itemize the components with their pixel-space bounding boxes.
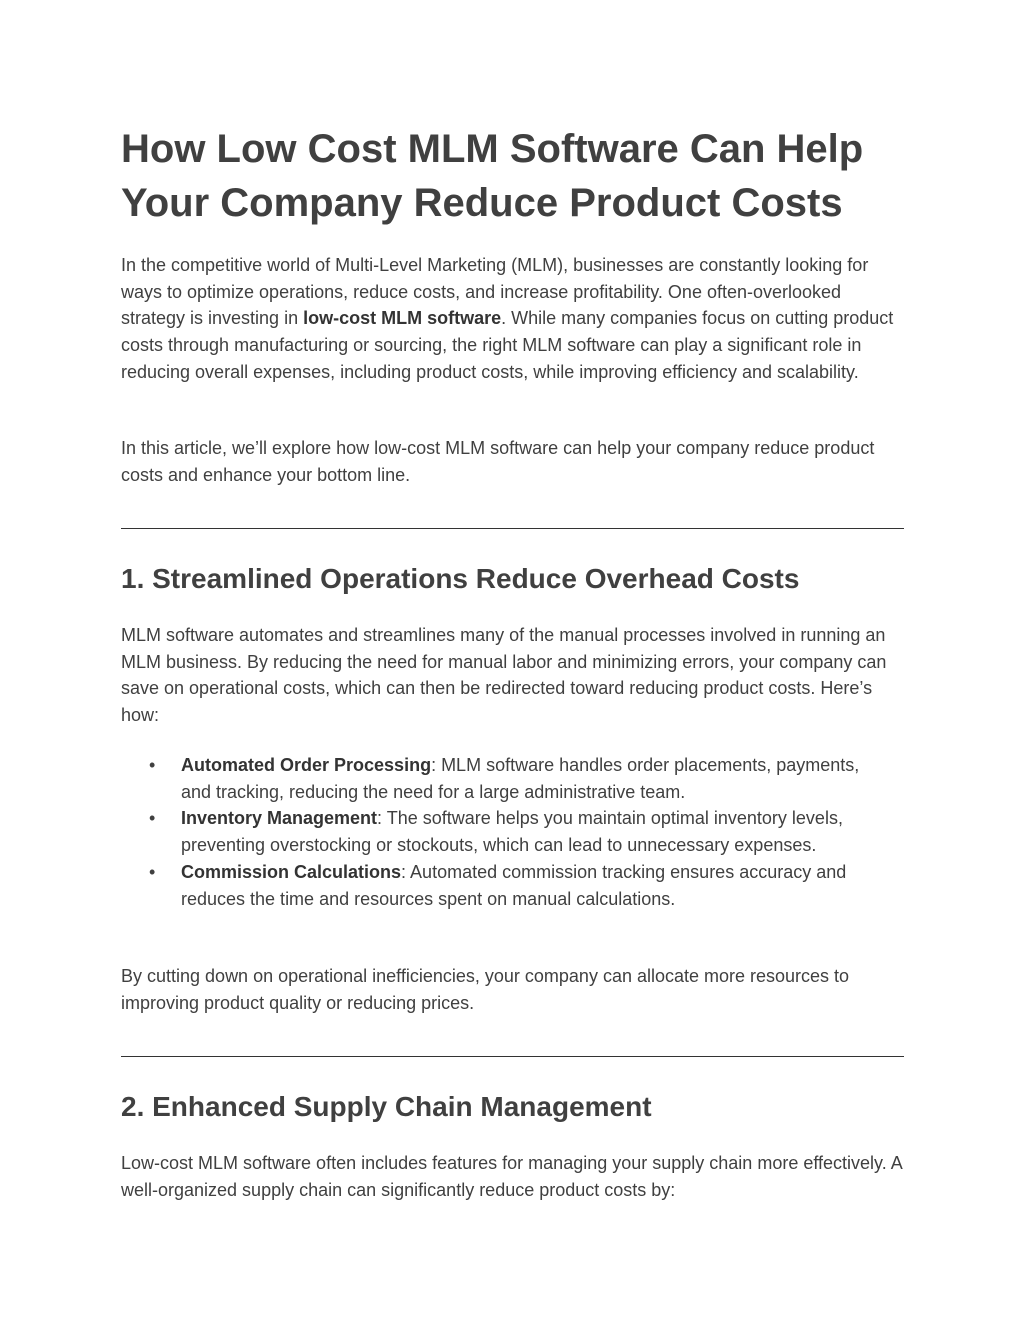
bullet-icon: • xyxy=(149,861,156,882)
bullet-icon: • xyxy=(149,755,156,775)
section-2-paragraph: Low-cost MLM software often includes features for managing your supply chain more effectively. A well-organized supply chain can significantly reduce product costs by: xyxy=(121,1153,902,1200)
intro-paragraph xyxy=(121,252,904,386)
section-divider-2 xyxy=(121,1056,904,1057)
list-item-bold: Automated Order Processing xyxy=(181,755,432,775)
section-1-paragraph: MLM software automates and streamlines many of the manual processes involved in running an MLM business. By reducing the need for manual labor and minimizing errors, your company can save on operational costs, which can then be redirected toward reducing product costs. Here’s how: xyxy=(121,625,887,726)
bullet-icon: • xyxy=(149,808,156,829)
list-item xyxy=(121,752,871,805)
list-item-text: : The software helps you maintain optimal inventory levels, preventing overstocking or stockouts, which can lead to unnecessary expenses. xyxy=(181,808,843,856)
list-item xyxy=(121,805,871,858)
intro-text-start: In the competitive world of Multi-Level Marketing (MLM), businesses are constantly looking for ways to optimize operations, reduce costs, and increase profitability. One often-overlooked strategy is investing in xyxy=(121,255,869,329)
section-1-heading: 1. Streamlined Operations Reduce Overhead Costs xyxy=(121,563,800,594)
section-2-heading: 2. Enhanced Supply Chain Management xyxy=(121,1091,652,1122)
list-item xyxy=(121,859,871,912)
section-1-bullet-list xyxy=(121,752,904,912)
section-1-closing-paragraph: By cutting down on operational inefficiencies, your company can allocate more resources to improving product quality or reducing prices. xyxy=(121,966,850,1013)
list-item-text: : Automated commission tracking ensures accuracy and reduces the time and resources spent on manual calculations. xyxy=(181,861,847,909)
list-item-bold: Commission Calculations xyxy=(181,861,402,882)
intro-text-end: . While many companies focus on cutting product costs through manufacturing or sourcing, the right MLM software can play a significant role in reducing overall expenses, including product costs, while improving efficiency and scalability. xyxy=(121,308,894,382)
intro-paragraph-2: In this article, we’ll explore how low-cost MLM software can help your company reduce product costs and enhance your bottom line. xyxy=(121,438,875,485)
list-item-bold: Inventory Management xyxy=(181,808,378,829)
section-divider-1 xyxy=(121,528,904,529)
page-title: How Low Cost MLM Software Can Help Your Company Reduce Product Costs xyxy=(121,127,864,225)
list-item-text: : MLM software handles order placements, payments, and tracking, reducing the need for a large administrative team. xyxy=(181,755,860,802)
intro-bold-text: low-cost MLM software xyxy=(303,308,502,329)
